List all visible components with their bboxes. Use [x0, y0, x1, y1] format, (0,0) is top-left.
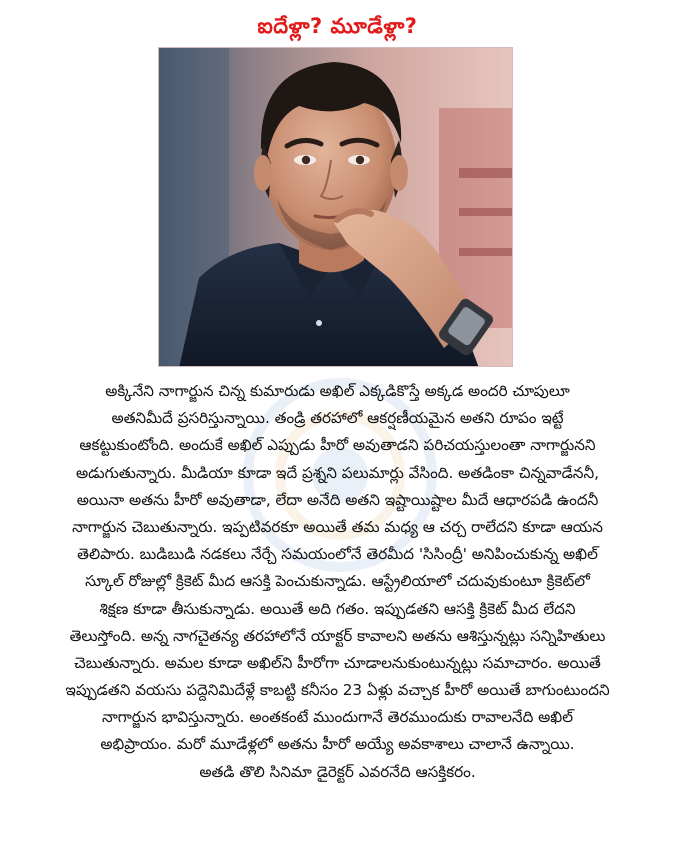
article-headline: ఐదేళ్లా? మూడేళ్లా? [257, 14, 418, 38]
article-line: ఆకట్టుకుంటోంది. అందుకే అఖిల్ ఎప్పుడు హీరో అవుతాడని పరిచయస్తులంతా నాగార్జునని [79, 436, 596, 455]
article-line: అభిప్రాయం. మరో మూడేళ్లలో అతను హీరో అయ్యే అవకాశాలు చాలానే ఉన్నాయి. [100, 735, 575, 754]
portrait-illustration [159, 48, 513, 367]
article-line: నాగార్జున భావిస్తున్నారు. అంతకంటే ముందుగానే తెరముందుకు రావాలనేది అఖిల్ [102, 708, 573, 727]
article-line: ఇప్పుడతని వయసు పద్దెనిమిదేళ్లే కాబట్టి కనీసం 23 ఏళ్లు వచ్చాక హీరో అయితే బాగుంటుందని [65, 681, 610, 700]
article-line: అక్కినేని నాగార్జున చిన్న కుమారుడు అఖిల్ ఎక్కడికొస్తే అక్కడ అందరి చూపులూ [105, 382, 570, 400]
article-line: అడుగుతున్నారు. మీడియా కూడా ఇదే ప్రశ్నని పలుమార్లు వేసింది. అతడింకా చిన్నవాడేననీ, [76, 463, 599, 482]
article-line: అతడి తొలి సినిమా డైరెక్టర్ ఎవరనేది ఆసక్తికరం. [199, 762, 476, 781]
article-line: నాగార్జున చెబుతున్నారు. ఇప్పటివరకూ అయితే తమ మధ్య ఆ చర్చ రాలేదని కూడా ఆయన [72, 517, 603, 536]
article-line: చెబుతున్నారు. అమల కూడా అఖిల్‌ని హీరోగా చూడాలనుకుంటున్నట్లు సమాచారం. అయితే [74, 653, 601, 672]
article-body [0, 378, 675, 786]
article-line: స్కూల్ రోజుల్లో క్రికెట్ మీద ఆసక్తి పెంచుకున్నాడు. ఆస్ట్రేలియాలో చదువుకుంటూ క్రికెట్‌లో [85, 572, 590, 591]
article-line: తెలిపారు. బుడిబుడి నడకలు నేర్చే సమయంలోనే తెరమీద 'సిసింద్రీ' అనిపించుకున్న అఖిల్ [77, 545, 598, 564]
article-line: శిక్షణ కూడా తీసుకున్నాడు. అయితే అది గతం. ఇప్పుడతని ఆసక్తి క్రికెట్ మీద లేదని [99, 599, 576, 618]
article-photo [158, 47, 513, 367]
article-line: అయినా అతను హీరో అవుతాడా, లేదా అనేది అతని ఇష్టాయిష్టాల మీదే ఆధారపడి ఉందనీ [76, 490, 599, 509]
article-line: అతనిమీదే ప్రసరిస్తున్నాయి. తండ్రి తరహాలో ఆకర్షణీయమైన అతని రూపం ఇట్టే [111, 409, 564, 428]
article-line: తెలుస్తోంది. అన్న నాగచైతన్య తరహాలోనే యాక్టర్ కావాలని అతను ఆశిస్తున్నట్లు సన్నిహితులు [69, 626, 606, 645]
